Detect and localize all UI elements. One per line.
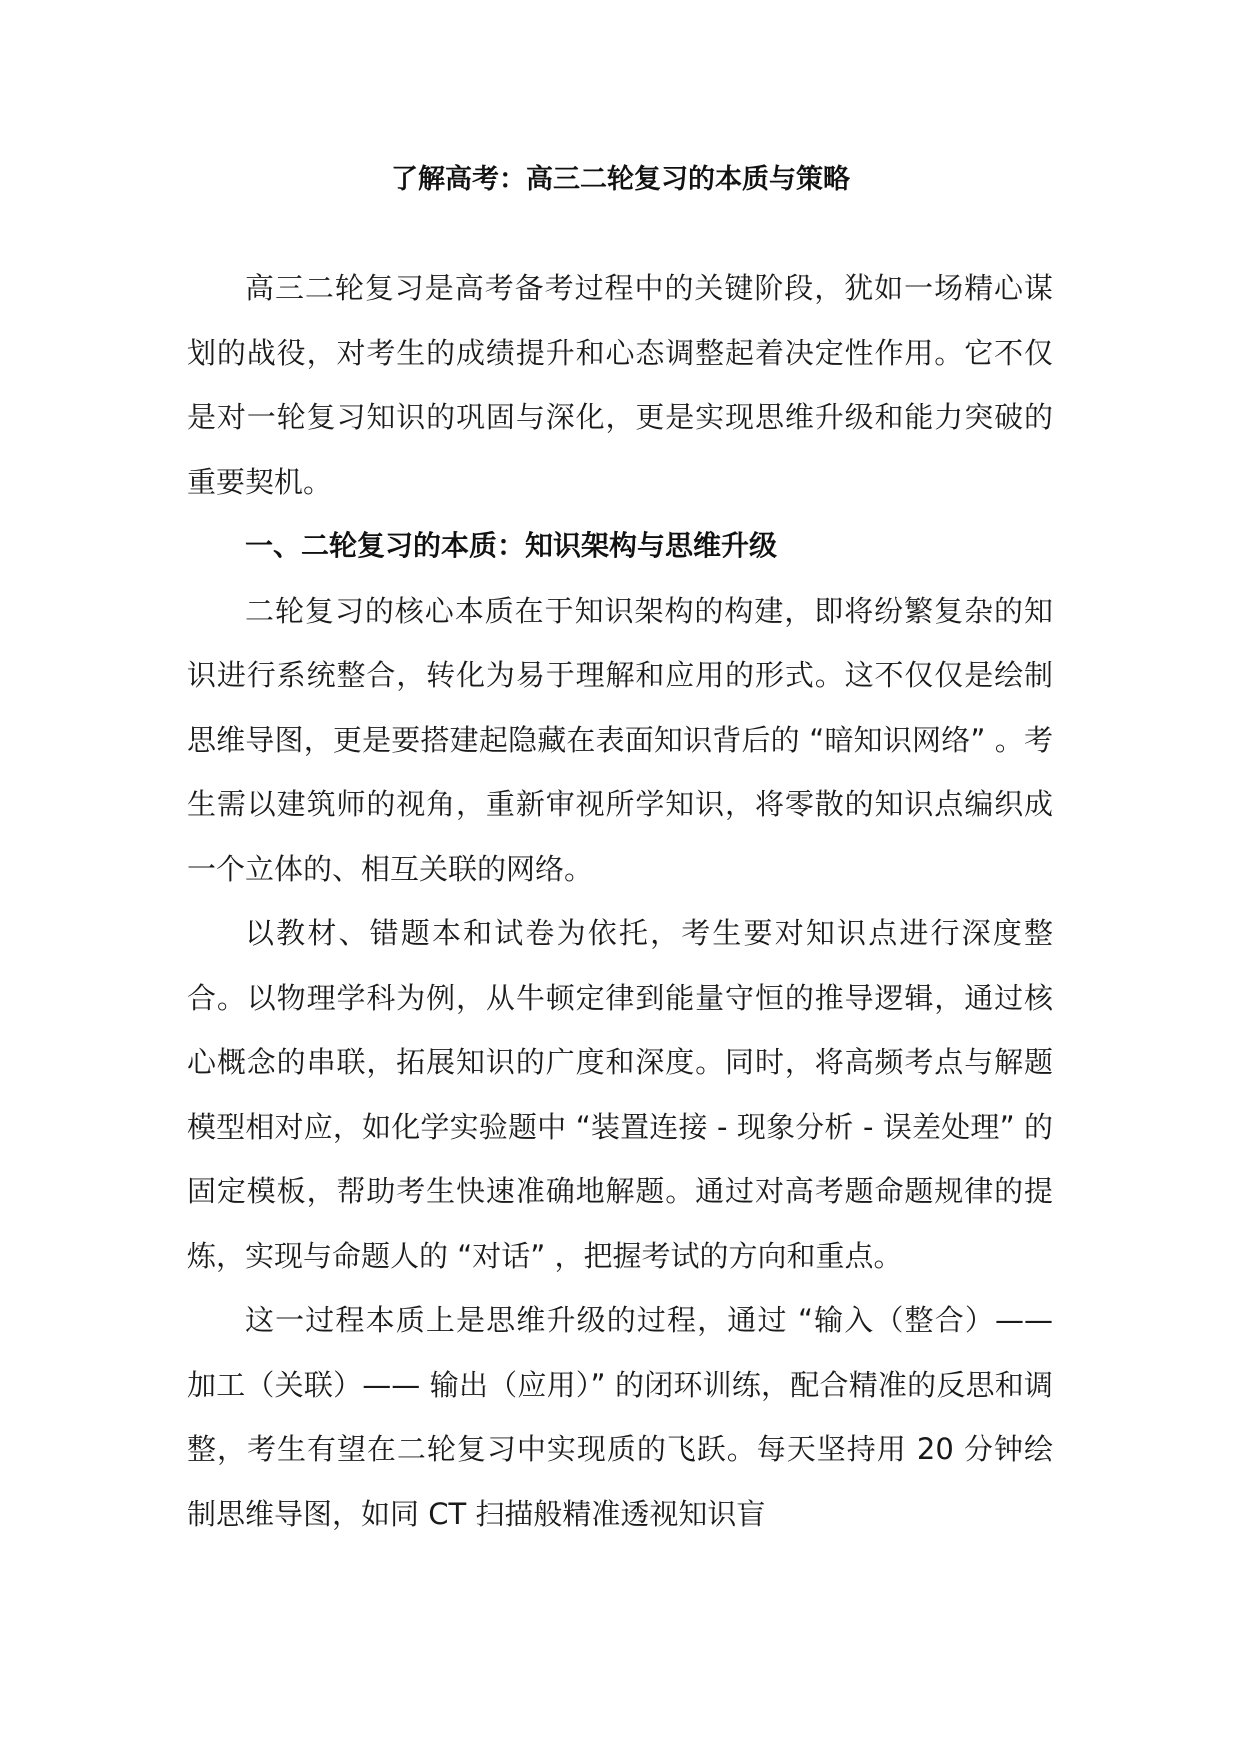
section-paragraph-1: 二轮复习的核心本质在于知识架构的构建，即将纷繁复杂的知识进行系统整合，转化为易于理解和应用的形式。这不仅仅是绘制思维导图，更是要搭建起隐藏在表面知识背后的 “暗知识网络” 。考生需以建筑师的视角，重新审视所学知识，将零散的知识点编织成一个立体的、相互关联的网络。 xyxy=(187,593,1053,886)
section-heading: 一、二轮复习的本质：知识架构与思维升级 xyxy=(245,529,778,562)
section-paragraph-3: 这一过程本质上是思维升级的过程，通过 “输入（整合）—— 加工（关联）—— 输出（应用）” 的闭环训练，配合精准的反思和调整，考生有望在二轮复习中实现质的飞跃。每天坚持用 20 分钟绘制思维导图，如同 CT 扫描般精准透视知识盲 xyxy=(187,1303,1063,1531)
document-title: 了解高考：高三二轮复习的本质与策略 xyxy=(391,164,850,195)
document-body xyxy=(187,256,1063,1546)
section-paragraph-2: 以教材、错题本和试卷为依托，考生要对知识点进行深度整合。以物理学科为例，从牛顿定律到能量守恒的推导逻辑，通过核心概念的串联，拓展知识的广度和深度。同时，将高频考点与解题模型相对应，如化学实验题中 “装置连接 - 现象分析 - 误差处理” 的固定模板，帮助考生快速准确地解题。通过对高考题命题规律的提炼，实现与命题人的 “对话” ，把握考试的方向和重点。 xyxy=(187,916,1053,1273)
intro-paragraph: 高三二轮复习是高考备考过程中的关键阶段，犹如一场精心谋划的战役，对考生的成绩提升和心态调整起着决定性作用。它不仅是对一轮复习知识的巩固与深化，更是实现思维升级和能力突破的重要契机。 xyxy=(187,271,1053,499)
